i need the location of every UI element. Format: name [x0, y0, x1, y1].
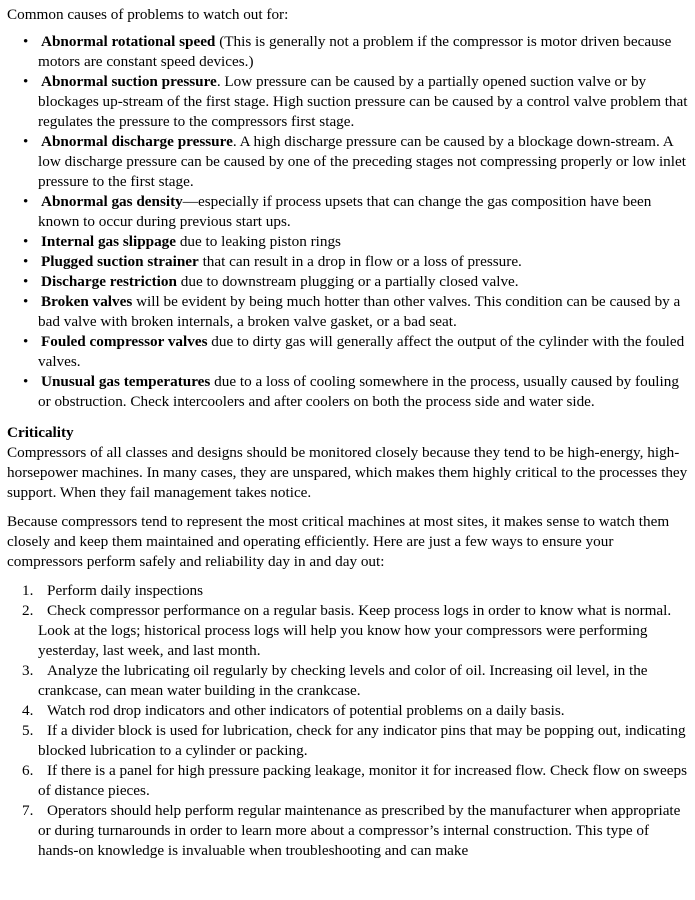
item-term: Internal gas slippage [41, 233, 177, 250]
item-term: Abnormal suction pressure [41, 73, 217, 90]
item-text: —especially if process upsets that can change the gas composition have been known to occur during previous start ups. [38, 193, 652, 230]
bullet-icon: • [23, 333, 29, 350]
numbered-item [7, 661, 688, 701]
bullet-icon: • [23, 273, 29, 290]
item-text: due to a loss of cooling somewhere in the process, usually caused by fouling or obstruction. Check intercoolers and after coolers on both the process side and water side. [38, 373, 679, 410]
numbered-item [7, 721, 688, 761]
list-item [7, 232, 688, 252]
item-text: . A high discharge pressure can be caused by a blockage down-stream. A low discharge pressure can be caused by one of the preceding stages not compressing properly or low inlet pressure to the first stage. [38, 133, 686, 190]
item-text: If there is a panel for high pressure packing leakage, monitor it for increased flow. Check flow on sweeps of distance pieces. [38, 762, 688, 799]
list-item [7, 272, 688, 292]
item-number: 2. [22, 602, 34, 619]
list-item [7, 372, 688, 412]
list-item [7, 292, 688, 332]
criticality-paragraph: Compressors of all classes and designs should be monitored closely because they tend to be high-energy, high-horsepower machines. In many cases, they are unspared, which makes them highly critical to the processes they support. When they fail management takes notice. [7, 444, 688, 501]
item-text: (This is generally not a problem if the compressor is motor driven because motors are constant speed devices.) [38, 33, 672, 70]
item-number: 6. [22, 762, 34, 779]
item-term: Plugged suction strainer [41, 253, 199, 270]
item-term: Fouled compressor valves [41, 333, 208, 350]
numbered-item [7, 701, 688, 721]
item-number: 3. [22, 662, 34, 679]
item-text: that can result in a drop in flow or a loss of pressure. [198, 253, 522, 270]
maintenance-steps-list [7, 581, 688, 861]
item-text: Watch rod drop indicators and other indicators of potential problems on a daily basis. [47, 702, 565, 719]
bullet-icon: • [23, 293, 29, 310]
section-heading-criticality: Criticality [7, 424, 74, 441]
list-item [7, 32, 688, 72]
item-text: Check compressor performance on a regular basis. Keep process logs in order to know what is normal. Look at the logs; historical process logs will help you know how your compressors were performing yesterday, last week, and last month. [38, 602, 672, 659]
bullet-icon: • [23, 233, 29, 250]
item-text: . Low pressure can be caused by a partially opened suction valve or by blockages up-stream of the first stage. High suction pressure can be caused by a control valve problem that regulates the pressure to the compressors first stage. [38, 73, 688, 130]
item-number: 1. [22, 582, 34, 599]
item-number: 4. [22, 702, 34, 719]
numbered-item [7, 801, 688, 861]
problem-causes-list [7, 32, 688, 412]
intro-text: Common causes of problems to watch out for: [7, 6, 289, 23]
list-item [7, 332, 688, 372]
list-item [7, 252, 688, 272]
list-item [7, 132, 688, 192]
bullet-icon: • [23, 133, 29, 150]
bullet-icon: • [23, 33, 29, 50]
numbered-item [7, 581, 688, 601]
item-term: Discharge restriction [41, 273, 177, 290]
item-number: 7. [22, 802, 34, 819]
item-text: due to downstream plugging or a partially closed valve. [176, 273, 519, 290]
numbered-item [7, 761, 688, 801]
item-text: Analyze the lubricating oil regularly by checking levels and color of oil. Increasing oil level, in the crankcase, can mean water building in the crankcase. [38, 662, 648, 699]
item-term: Abnormal gas density [41, 193, 183, 210]
criticality-paragraph-2: Because compressors tend to represent the most critical machines at most sites, it makes sense to watch them closely and keep them maintained and operating efficiently. Here are just a few ways to ensure your compressors perform safely and reliability day in and day out: [7, 513, 670, 570]
bullet-icon: • [23, 193, 29, 210]
item-text: Operators should help perform regular maintenance as prescribed by the manufacturer when appropriate or during turnarounds in order to learn more about a compressor’s internal construction. This type of hands-on knowledge is invaluable when troubleshooting and can make [38, 802, 681, 859]
item-text: If a divider block is used for lubrication, check for any indicator pins that may be popping out, indicating blocked lubrication to a cylinder or packing. [38, 722, 686, 759]
item-term: Abnormal discharge pressure [41, 133, 233, 150]
list-item [7, 72, 688, 132]
bullet-icon: • [23, 73, 29, 90]
item-text: due to dirty gas will generally affect the output of the cylinder with the fouled valves. [38, 333, 685, 370]
item-term: Broken valves [41, 293, 133, 310]
item-number: 5. [22, 722, 34, 739]
item-term: Unusual gas temperatures [41, 373, 211, 390]
bullet-icon: • [23, 253, 29, 270]
list-item [7, 192, 688, 232]
item-text: due to leaking piston rings [176, 233, 341, 250]
item-text: will be evident by being much hotter than other valves. This condition can be caused by a bad valve with broken internals, a broken valve gasket, or a bad seat. [38, 293, 681, 330]
item-text: Perform daily inspections [47, 582, 204, 599]
bullet-icon: • [23, 373, 29, 390]
numbered-item [7, 601, 688, 661]
item-term: Abnormal rotational speed [41, 33, 216, 50]
